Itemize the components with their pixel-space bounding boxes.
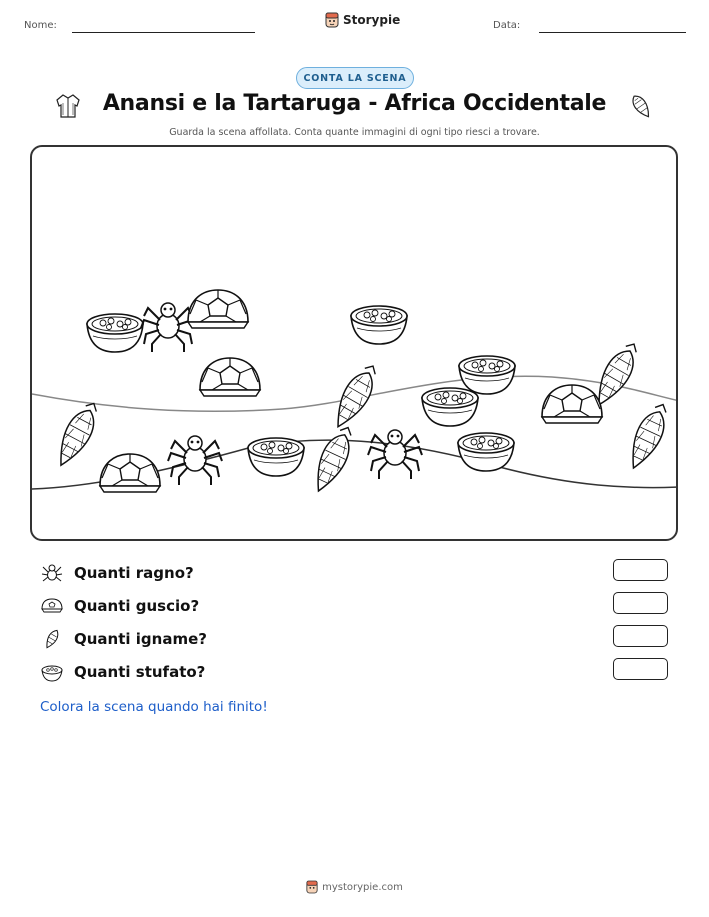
question-label: Quanti guscio? — [74, 597, 200, 615]
answer-box-spiders[interactable] — [613, 559, 668, 581]
yam-item — [328, 360, 384, 433]
question-label: Quanti ragno? — [74, 564, 194, 582]
footer-url[interactable]: mystorypie.com — [322, 881, 403, 893]
stew-item — [458, 433, 514, 471]
spider-item — [368, 430, 422, 479]
stew-item — [248, 438, 304, 476]
instructions: Guarda la scena affollata. Conta quante immagini di ogni tipo riesci a trovare. — [169, 127, 540, 138]
yam-icon — [40, 627, 64, 651]
answer-box-shells[interactable] — [613, 592, 668, 614]
coloring-scene[interactable] — [30, 145, 678, 541]
shell-item — [200, 358, 260, 396]
spider-icon — [40, 561, 64, 585]
shell-item — [100, 454, 160, 492]
page-title: Anansi e la Tartaruga - Africa Occidentale — [102, 91, 607, 116]
yam-icon — [627, 92, 655, 120]
question-spiders — [40, 560, 194, 586]
brand-name: Storypie — [343, 13, 401, 27]
answer-box-stews[interactable] — [613, 658, 668, 680]
coloring-note: Colora la scena quando hai finito! — [40, 699, 268, 715]
footer — [0, 880, 709, 894]
answer-box-yams[interactable] — [613, 625, 668, 647]
yam-item — [308, 422, 359, 496]
scene-drawing — [32, 147, 678, 541]
stew-item — [459, 356, 515, 394]
storypie-mascot-icon — [306, 880, 318, 894]
stew-item — [422, 388, 478, 426]
yam-item — [50, 398, 104, 471]
shell-icon — [40, 594, 64, 618]
date-label: Data: — [493, 20, 521, 31]
stew-icon — [40, 660, 64, 684]
name-label: Nome: — [24, 20, 57, 31]
question-stews — [40, 659, 205, 685]
question-yams — [40, 626, 207, 652]
name-line[interactable] — [72, 32, 255, 33]
brand-logo — [325, 12, 400, 28]
question-label: Quanti igname? — [74, 630, 207, 648]
date-line[interactable] — [539, 32, 686, 33]
question-shells — [40, 593, 199, 619]
stew-item — [87, 314, 143, 352]
stew-item — [351, 306, 407, 344]
storypie-mascot-icon — [325, 12, 339, 28]
yam-item — [623, 399, 674, 473]
shell-item — [188, 290, 248, 328]
section-badge: CONTA LA SCENA — [296, 67, 414, 89]
question-label: Quanti stufato? — [74, 663, 206, 681]
spider-item — [141, 303, 195, 352]
spider-item — [168, 436, 222, 485]
shell-item — [542, 385, 602, 423]
